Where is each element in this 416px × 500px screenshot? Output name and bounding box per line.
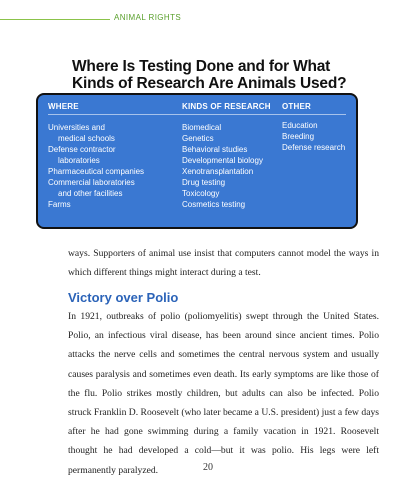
list-item: Developmental biology [182, 156, 263, 165]
list-item-continuation: laboratories [58, 156, 100, 165]
list-item: Pharmaceutical companies [48, 167, 145, 176]
page-number: 20 [203, 462, 213, 473]
list-item: Xenotransplantation [182, 167, 254, 176]
column-heading-other: OTHER [282, 102, 311, 111]
list-item: Defense contractor [48, 145, 116, 154]
section-paragraph: In 1921, outbreaks of polio (poliomyelitis) swept through the United States. Polio, an infectious viral disease, has been around since ancient times. Polio attacks the nerve cells and sometimes the central nervous system and usually causes paralysis and sometimes even death. Its early symptoms are like those of the flu. Polio strikes mostly children, but adults can also be infected. Polio struck Franklin D. Roosevelt (who later became a U.S. president) just a few days after he had gone swimming during a family vacation in 1921. Roosevelt thought he had developed a cold—but it was polio. His legs were left permanently paralyzed. [68, 311, 379, 476]
section-title: Victory over Polio [68, 290, 179, 305]
sidebar-box-title: Where Is Testing Done and for What Kinds of Research Are Animals Used? [72, 58, 347, 92]
list-item: Education [282, 121, 318, 130]
column-where [48, 122, 144, 210]
list-item: Genetics [182, 134, 214, 143]
list-item-continuation: and other facilities [58, 189, 123, 198]
running-header: ANIMAL RIGHTS [114, 13, 182, 22]
list-item: Drug testing [182, 178, 226, 187]
list-item: Universities and [48, 123, 105, 132]
research-table-box [36, 93, 358, 229]
list-item: Behavioral studies [182, 145, 248, 154]
column-heading-where: WHERE [48, 102, 79, 111]
list-item: Defense research [282, 143, 346, 152]
list-item: Toxicology [182, 189, 220, 198]
heading-divider [48, 114, 346, 115]
list-item: Breeding [282, 132, 315, 141]
list-item-continuation: medical schools [58, 134, 115, 143]
intro-paragraph: ways. Supporters of animal use insist that computers cannot model the ways in which different things might interact during a test. [68, 248, 379, 279]
header-rule [0, 19, 110, 20]
list-item: Biomedical [182, 123, 222, 132]
column-other [282, 120, 345, 153]
column-heading-kinds: KINDS OF RESEARCH [182, 102, 271, 111]
column-kinds-of-research [182, 122, 263, 210]
list-item: Commercial laboratories [48, 178, 135, 187]
list-item: Farms [48, 200, 71, 209]
list-item: Cosmetics testing [182, 200, 246, 209]
